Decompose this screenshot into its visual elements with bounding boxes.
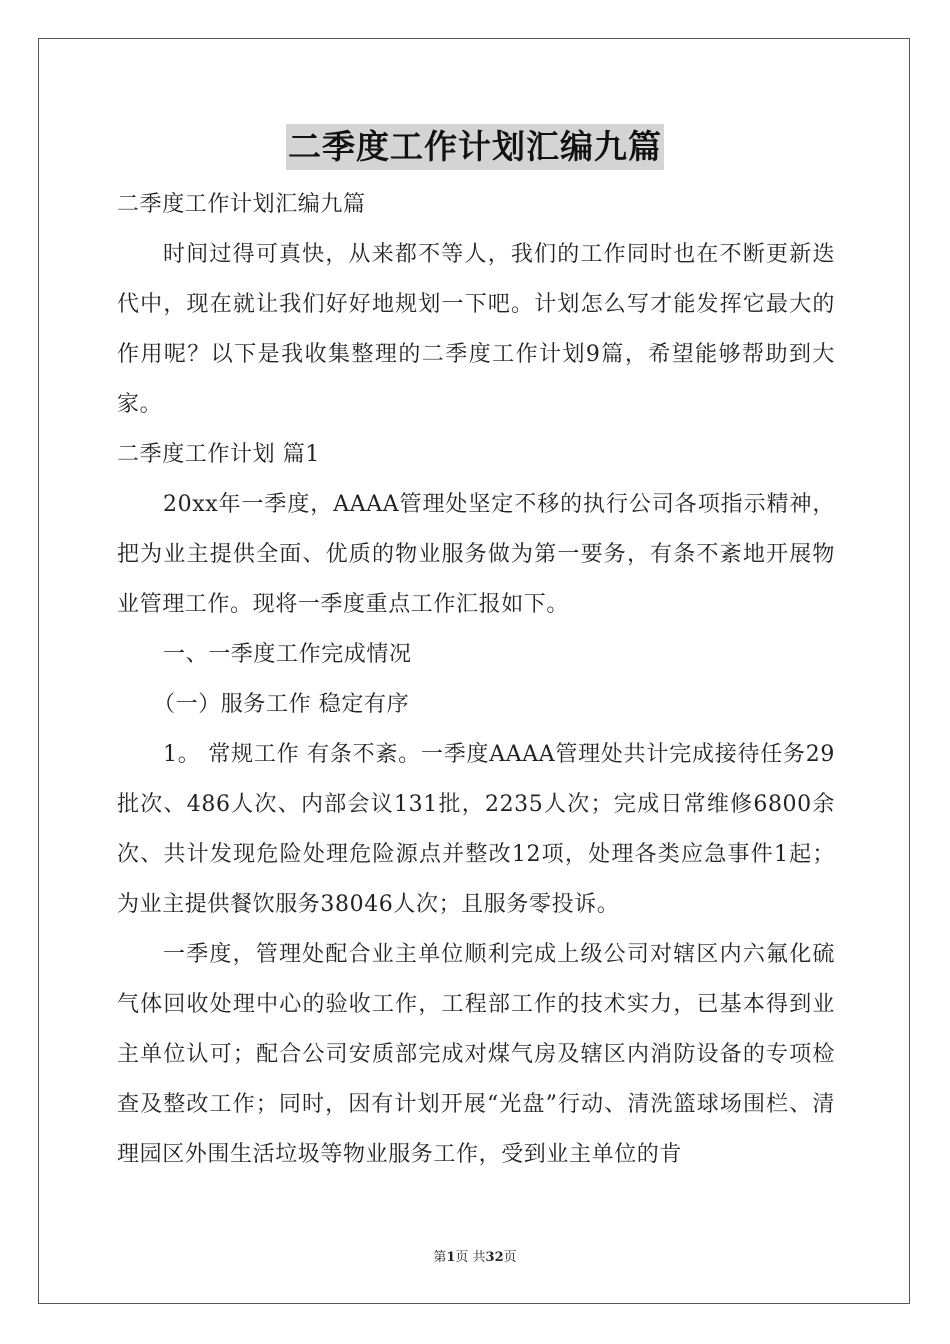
document-title[interactable]: 二季度工作计划汇编九篇 bbox=[286, 124, 664, 170]
subsection-heading: （一）服务工作 稳定有序 bbox=[153, 692, 410, 717]
footer-suffix: 页 bbox=[503, 1250, 517, 1265]
document-body bbox=[117, 180, 835, 1180]
footer-total-pages: 32 bbox=[485, 1250, 504, 1265]
footer-mid: 页 共 bbox=[455, 1250, 486, 1265]
title-container bbox=[0, 124, 950, 170]
paragraph: 时间过得可真快，从来都不等人，我们的工作同时也在不断更新迭代中，现在就让我们好好地规划一下吧。计划怎么写才能发挥它最大的作用呢？以下是我收集整理的二季度工作计划9篇，希望能够帮助到大家。 bbox=[117, 242, 835, 417]
page-footer bbox=[0, 1246, 950, 1265]
paragraph: 1。 常规工作 有条不紊。一季度AAAA管理处共计完成接待任务29批次、486人次、内部会议131批，2235人次；完成日常维修6800余次、共计发现危险处理危险源点并整改12项，处理各类应急事件1起；为业主提供餐饮服务38046人次；且服务零投诉。 bbox=[117, 742, 835, 917]
paragraph: 20xx年一季度，AAAA管理处坚定不移的执行公司各项指示精神，把为业主提供全面、优质的物业服务做为第一要务，有条不紊地开展物业管理工作。现将一季度重点工作汇报如下。 bbox=[117, 492, 835, 617]
subsection-heading: 一、一季度工作完成情况 bbox=[163, 642, 412, 667]
paragraph: 二季度工作计划汇编九篇 bbox=[117, 192, 366, 217]
footer-prefix: 第 bbox=[433, 1250, 447, 1265]
footer-page-number: 1 bbox=[446, 1250, 456, 1265]
section-heading: 二季度工作计划 篇1 bbox=[117, 442, 320, 467]
paragraph: 一季度，管理处配合业主单位顺利完成上级公司对辖区内六氟化硫气体回收处理中心的验收工作，工程部工作的技术实力，已基本得到业主单位认可；配合公司安质部完成对煤气房及辖区内消防设备的专项检查及整改工作；同时，因有计划开展“光盘”行动、清洗篮球场围栏、清理园区外围生活垃圾等物业服务工作，受到业主单位的肯 bbox=[117, 942, 835, 1167]
